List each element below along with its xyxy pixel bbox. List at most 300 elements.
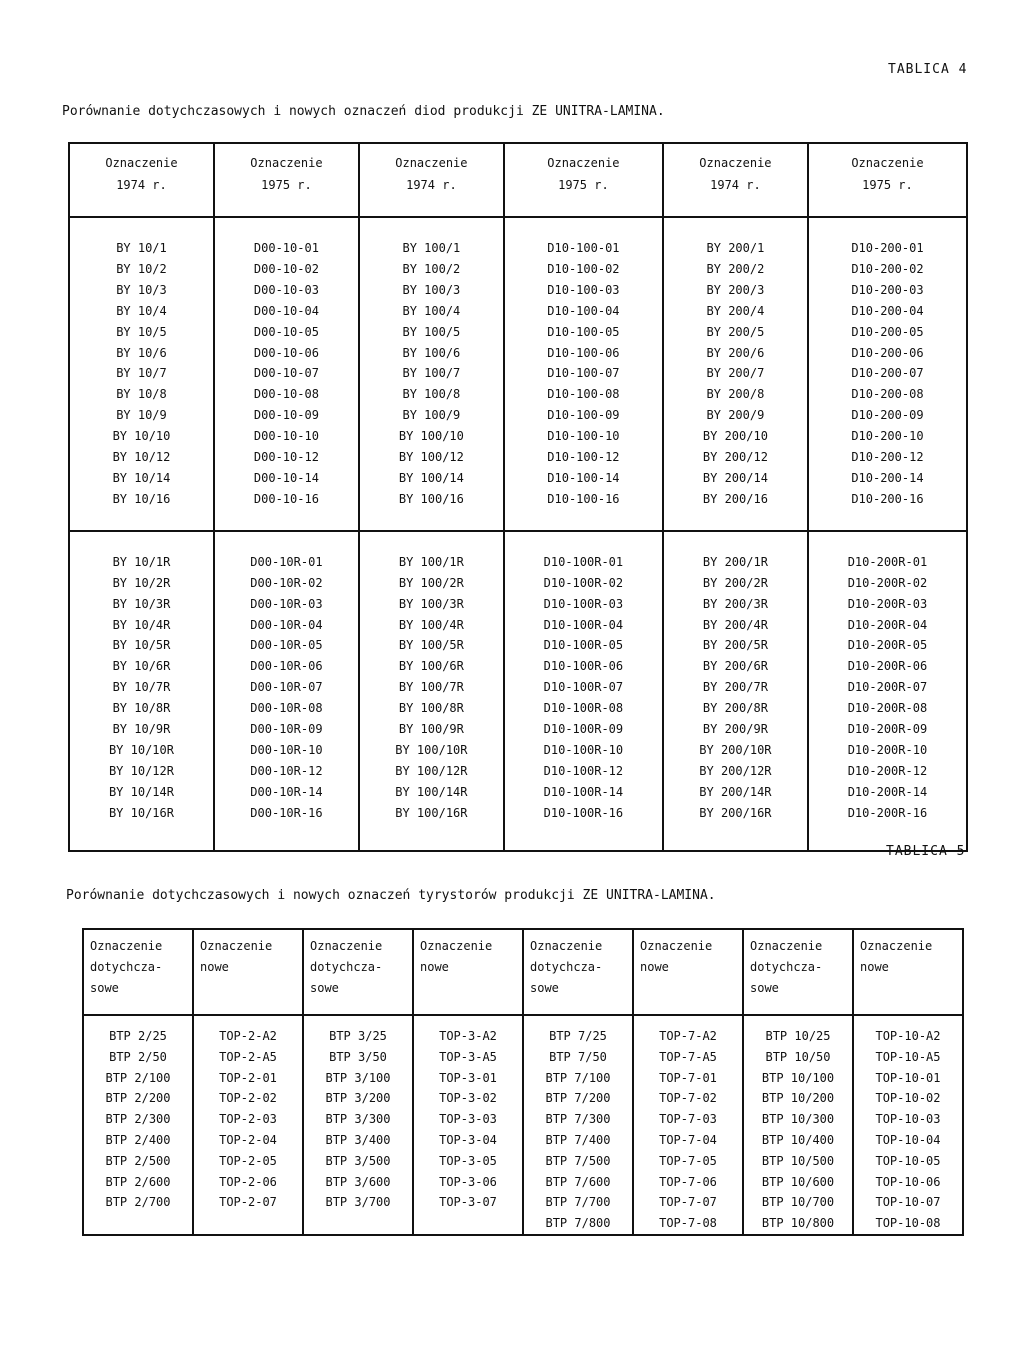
column-header-line: 1974 r. xyxy=(406,178,457,192)
table-cell: BTP 3/300 xyxy=(303,1109,413,1130)
table-cell: BTP 2/500 xyxy=(83,1151,193,1172)
table-cell: BY 10/2 xyxy=(69,259,214,280)
spacer-cell xyxy=(504,510,663,531)
table-cell: BY 10/6R xyxy=(69,656,214,677)
column-header xyxy=(83,929,193,1015)
table-row xyxy=(69,677,967,698)
table-cell: BY 10/4R xyxy=(69,615,214,636)
table-row xyxy=(83,1047,963,1068)
table-cell: TOP-10-06 xyxy=(853,1172,963,1193)
table-row xyxy=(83,1068,963,1089)
table-cell: D10-100R-05 xyxy=(504,635,663,656)
table-cell: TOP-10-07 xyxy=(853,1192,963,1213)
table-cell: D00-10R-07 xyxy=(214,677,359,698)
spacer-cell xyxy=(808,531,967,552)
table-cell: D10-100R-12 xyxy=(504,761,663,782)
column-header-line: Oznaczenie xyxy=(547,156,620,170)
table-cell: BTP 2/50 xyxy=(83,1047,193,1068)
table-row xyxy=(69,280,967,301)
table-cell: BTP 10/100 xyxy=(743,1068,853,1089)
table-cell: BY 100/4R xyxy=(359,615,504,636)
table-row xyxy=(69,301,967,322)
table-cell: D10-100R-02 xyxy=(504,573,663,594)
table-row xyxy=(69,238,967,259)
table-cell: BTP 7/500 xyxy=(523,1151,633,1172)
table-cell: BY 100/14 xyxy=(359,468,504,489)
table5-caption: Porównanie dotychczasowych i nowych oznaczeń tyrystorów produkcji ZE UNITRA-LAMINA. xyxy=(66,888,716,903)
table-cell: BY 10/9 xyxy=(69,405,214,426)
table-cell: D10-200-02 xyxy=(808,259,967,280)
table-cell: BY 10/7 xyxy=(69,363,214,384)
table-cell: TOP-2-07 xyxy=(193,1192,303,1213)
spacer-cell xyxy=(504,217,663,238)
table4-tag: TABLICA 4 xyxy=(888,62,968,77)
table-cell: BY 200/5R xyxy=(663,635,808,656)
table5-header-row xyxy=(83,929,963,1015)
table-cell: D00-10R-08 xyxy=(214,698,359,719)
table-cell: TOP-3-04 xyxy=(413,1130,523,1151)
table-cell: D10-100R-10 xyxy=(504,740,663,761)
table-cell: BY 10/6 xyxy=(69,343,214,364)
table-cell: BTP 10/25 xyxy=(743,1026,853,1047)
table-cell: D10-200-01 xyxy=(808,238,967,259)
table-cell: BY 10/16R xyxy=(69,803,214,824)
table-cell: BY 100/1R xyxy=(359,552,504,573)
spacer-cell xyxy=(808,510,967,531)
spacer-cell xyxy=(504,531,663,552)
table-cell: D00-10-12 xyxy=(214,447,359,468)
table-cell: D10-200R-14 xyxy=(808,782,967,803)
table-cell xyxy=(303,1213,413,1235)
table-cell: D10-200-05 xyxy=(808,322,967,343)
table-row xyxy=(69,698,967,719)
table-row xyxy=(69,363,967,384)
spacer-row xyxy=(69,531,967,552)
table-cell: BY 100/12 xyxy=(359,447,504,468)
table-cell: BTP 10/50 xyxy=(743,1047,853,1068)
table-cell: BTP 3/100 xyxy=(303,1068,413,1089)
table-row xyxy=(69,782,967,803)
spacer-cell xyxy=(413,1015,523,1026)
table-cell: BY 100/16 xyxy=(359,489,504,510)
table-cell: TOP-7-A2 xyxy=(633,1026,743,1047)
table-cell: TOP-7-02 xyxy=(633,1088,743,1109)
table-cell: D00-10-07 xyxy=(214,363,359,384)
column-header-line: Oznaczenie xyxy=(750,939,823,953)
table-cell: BY 200/4R xyxy=(663,615,808,636)
table-cell: BY 200/7 xyxy=(663,363,808,384)
table-cell: D00-10R-14 xyxy=(214,782,359,803)
table-row xyxy=(69,761,967,782)
column-header-line: Oznaczenie xyxy=(420,939,493,953)
table-cell: BY 100/5R xyxy=(359,635,504,656)
table-cell: D10-200R-01 xyxy=(808,552,967,573)
table4-caption: Porównanie dotychczasowych i nowych oznaczeń diod produkcji ZE UNITRA-LAMINA. xyxy=(62,104,665,119)
table-cell: TOP-7-06 xyxy=(633,1172,743,1193)
table-cell: BY 100/6 xyxy=(359,343,504,364)
table-cell: D10-200-09 xyxy=(808,405,967,426)
table-row xyxy=(69,447,967,468)
table-cell: D00-10-14 xyxy=(214,468,359,489)
table-cell: D10-100-06 xyxy=(504,343,663,364)
spacer-cell xyxy=(663,510,808,531)
spacer-row xyxy=(69,217,967,238)
column-header-line: nowe xyxy=(420,960,449,974)
table-cell: TOP-10-05 xyxy=(853,1151,963,1172)
table-cell: BY 200/8R xyxy=(663,698,808,719)
table-cell: BTP 10/600 xyxy=(743,1172,853,1193)
table-row xyxy=(69,803,967,824)
table-cell xyxy=(193,1213,303,1235)
spacer-cell xyxy=(663,824,808,851)
table-cell: D10-200R-03 xyxy=(808,594,967,615)
table5-tag: TABLICA 5 xyxy=(886,844,966,859)
table-cell: BTP 7/200 xyxy=(523,1088,633,1109)
table-cell: TOP-7-A5 xyxy=(633,1047,743,1068)
table-cell: BTP 2/200 xyxy=(83,1088,193,1109)
table-cell: D10-200-16 xyxy=(808,489,967,510)
column-header xyxy=(633,929,743,1015)
table-cell: TOP-3-A2 xyxy=(413,1026,523,1047)
table-cell: D10-100R-14 xyxy=(504,782,663,803)
column-header-line: Oznaczenie xyxy=(90,939,163,953)
table-cell: BY 100/8 xyxy=(359,384,504,405)
table-cell: BY 200/1R xyxy=(663,552,808,573)
table-cell: BTP 2/100 xyxy=(83,1068,193,1089)
table-cell: TOP-2-A2 xyxy=(193,1026,303,1047)
table-cell: TOP-7-04 xyxy=(633,1130,743,1151)
table-cell: D10-200-14 xyxy=(808,468,967,489)
table-cell: BTP 3/500 xyxy=(303,1151,413,1172)
table-cell: BY 10/9R xyxy=(69,719,214,740)
table-cell: BY 10/2R xyxy=(69,573,214,594)
table-cell: BY 10/12R xyxy=(69,761,214,782)
table-cell: BTP 3/700 xyxy=(303,1192,413,1213)
table-cell: TOP-2-03 xyxy=(193,1109,303,1130)
table-cell: D10-100R-09 xyxy=(504,719,663,740)
column-header xyxy=(214,143,359,217)
table-row xyxy=(83,1151,963,1172)
table-cell: D00-10R-05 xyxy=(214,635,359,656)
table-cell: BY 200/5 xyxy=(663,322,808,343)
spacer-cell xyxy=(523,1015,633,1026)
table-cell: D10-100-02 xyxy=(504,259,663,280)
spacer-cell xyxy=(504,824,663,851)
table-cell: D00-10R-12 xyxy=(214,761,359,782)
column-header xyxy=(853,929,963,1015)
table-cell: D10-200R-09 xyxy=(808,719,967,740)
table-cell: BY 100/4 xyxy=(359,301,504,322)
table-cell: BY 200/10 xyxy=(663,426,808,447)
column-header-line: Oznaczenie xyxy=(640,939,713,953)
table-cell: D00-10R-01 xyxy=(214,552,359,573)
table-cell: D10-100R-03 xyxy=(504,594,663,615)
table-row xyxy=(69,343,967,364)
spacer-cell xyxy=(359,217,504,238)
column-header-line: nowe xyxy=(860,960,889,974)
table-cell: TOP-3-06 xyxy=(413,1172,523,1193)
table-cell: D10-100R-07 xyxy=(504,677,663,698)
table4-header-row xyxy=(69,143,967,217)
table-cell: D00-10R-06 xyxy=(214,656,359,677)
table-cell: BY 200/3R xyxy=(663,594,808,615)
table-cell: D00-10R-09 xyxy=(214,719,359,740)
table-cell: BY 200/12R xyxy=(663,761,808,782)
spacer-row xyxy=(69,510,967,531)
table-cell: D00-10R-04 xyxy=(214,615,359,636)
table-cell: D10-200-10 xyxy=(808,426,967,447)
column-header-line: Oznaczenie xyxy=(851,156,924,170)
table-cell: BTP 10/300 xyxy=(743,1109,853,1130)
column-header xyxy=(743,929,853,1015)
table-cell: BY 200/8 xyxy=(663,384,808,405)
column-header-line: Oznaczenie xyxy=(200,939,273,953)
table-cell: D00-10-06 xyxy=(214,343,359,364)
table-cell: BY 200/6R xyxy=(663,656,808,677)
table-cell: BY 200/16R xyxy=(663,803,808,824)
table-cell: BTP 3/600 xyxy=(303,1172,413,1193)
column-header xyxy=(69,143,214,217)
table-cell: BY 100/7R xyxy=(359,677,504,698)
spacer-cell xyxy=(853,1015,963,1026)
spacer-row xyxy=(69,824,967,851)
table-cell: D00-10-10 xyxy=(214,426,359,447)
table-cell: TOP-3-05 xyxy=(413,1151,523,1172)
table-cell: D10-100-03 xyxy=(504,280,663,301)
table-cell: D10-200-03 xyxy=(808,280,967,301)
table-cell: BY 200/9R xyxy=(663,719,808,740)
table-cell: D10-200R-04 xyxy=(808,615,967,636)
table-cell: TOP-7-03 xyxy=(633,1109,743,1130)
table-row xyxy=(83,1192,963,1213)
thyristor-comparison-table xyxy=(82,928,964,1236)
table-cell: TOP-10-04 xyxy=(853,1130,963,1151)
table-cell: D00-10-02 xyxy=(214,259,359,280)
table-row xyxy=(69,468,967,489)
spacer-cell xyxy=(303,1015,413,1026)
table-row xyxy=(69,719,967,740)
spacer-cell xyxy=(193,1015,303,1026)
column-header-line: sowe xyxy=(530,981,559,995)
column-header-line: nowe xyxy=(640,960,669,974)
spacer-cell xyxy=(214,531,359,552)
table-cell: D10-200R-07 xyxy=(808,677,967,698)
table-cell: D00-10R-16 xyxy=(214,803,359,824)
table-cell: BY 100/10 xyxy=(359,426,504,447)
table-cell: BTP 10/800 xyxy=(743,1213,853,1235)
table-cell: TOP-2-A5 xyxy=(193,1047,303,1068)
table-cell: BY 10/10 xyxy=(69,426,214,447)
table-cell: D10-200R-08 xyxy=(808,698,967,719)
spacer-cell xyxy=(214,217,359,238)
column-header xyxy=(663,143,808,217)
spacer-cell xyxy=(808,217,967,238)
table-cell: BY 100/8R xyxy=(359,698,504,719)
table-cell: D10-200-12 xyxy=(808,447,967,468)
table-cell: D10-100-04 xyxy=(504,301,663,322)
table-row xyxy=(69,426,967,447)
table-cell: D10-100R-04 xyxy=(504,615,663,636)
table-cell: D10-100-08 xyxy=(504,384,663,405)
spacer-cell xyxy=(69,510,214,531)
table-cell: BTP 10/200 xyxy=(743,1088,853,1109)
table-cell: BY 10/3 xyxy=(69,280,214,301)
table-cell: BY 200/6 xyxy=(663,343,808,364)
column-header-line: dotychcza- xyxy=(750,960,823,974)
table-cell: D00-10R-10 xyxy=(214,740,359,761)
table-cell: BTP 7/700 xyxy=(523,1192,633,1213)
table-cell: BY 100/2 xyxy=(359,259,504,280)
column-header xyxy=(504,143,663,217)
table-cell: BY 200/3 xyxy=(663,280,808,301)
table-cell: TOP-10-A5 xyxy=(853,1047,963,1068)
table-cell: TOP-2-02 xyxy=(193,1088,303,1109)
table-cell: BY 10/12 xyxy=(69,447,214,468)
table-cell: D10-200R-16 xyxy=(808,803,967,824)
column-header-line: 1975 r. xyxy=(558,178,609,192)
table-cell: BTP 7/400 xyxy=(523,1130,633,1151)
spacer-cell xyxy=(214,510,359,531)
table-cell: D00-10R-03 xyxy=(214,594,359,615)
table-cell: D10-100R-08 xyxy=(504,698,663,719)
table-row xyxy=(83,1109,963,1130)
spacer-cell xyxy=(83,1015,193,1026)
column-header xyxy=(808,143,967,217)
table-cell: D10-100-14 xyxy=(504,468,663,489)
table-row xyxy=(69,259,967,280)
table-cell: BY 10/5R xyxy=(69,635,214,656)
table-cell: TOP-10-A2 xyxy=(853,1026,963,1047)
column-header-line: Oznaczenie xyxy=(250,156,323,170)
table-cell: D10-100-16 xyxy=(504,489,663,510)
table-cell: BY 200/2R xyxy=(663,573,808,594)
table-cell: BY 10/14 xyxy=(69,468,214,489)
column-header-line: nowe xyxy=(200,960,229,974)
table-cell: BTP 7/50 xyxy=(523,1047,633,1068)
table-cell: D00-10-04 xyxy=(214,301,359,322)
table-cell: BTP 7/800 xyxy=(523,1213,633,1235)
column-header-line: Oznaczenie xyxy=(395,156,468,170)
table-cell xyxy=(83,1213,193,1235)
spacer-cell xyxy=(69,824,214,851)
table-cell: D00-10R-02 xyxy=(214,573,359,594)
table-cell: D00-10-01 xyxy=(214,238,359,259)
table-cell: D10-200-04 xyxy=(808,301,967,322)
column-header-line: Oznaczenie xyxy=(530,939,603,953)
table-row xyxy=(69,322,967,343)
table-cell: D10-100-12 xyxy=(504,447,663,468)
table-cell: BTP 3/200 xyxy=(303,1088,413,1109)
column-header-line: 1975 r. xyxy=(261,178,312,192)
table-row xyxy=(69,573,967,594)
table-cell: BY 10/16 xyxy=(69,489,214,510)
table-cell: BY 200/16 xyxy=(663,489,808,510)
table-cell: BY 100/5 xyxy=(359,322,504,343)
column-header-line: Oznaczenie xyxy=(860,939,933,953)
spacer-cell xyxy=(633,1015,743,1026)
table-cell: TOP-7-07 xyxy=(633,1192,743,1213)
table-cell: D10-200-07 xyxy=(808,363,967,384)
column-header xyxy=(359,143,504,217)
table-cell: TOP-2-05 xyxy=(193,1151,303,1172)
table-cell: TOP-3-01 xyxy=(413,1068,523,1089)
table-cell: TOP-2-06 xyxy=(193,1172,303,1193)
table-cell: BY 10/8R xyxy=(69,698,214,719)
table-cell: D10-200R-02 xyxy=(808,573,967,594)
spacer-row xyxy=(83,1015,963,1026)
table-cell: TOP-7-05 xyxy=(633,1151,743,1172)
table-cell: BTP 3/400 xyxy=(303,1130,413,1151)
table-cell: BY 200/10R xyxy=(663,740,808,761)
table-row xyxy=(83,1172,963,1193)
column-header-line: 1975 r. xyxy=(862,178,913,192)
table-cell: TOP-10-01 xyxy=(853,1068,963,1089)
table-cell: D10-100R-16 xyxy=(504,803,663,824)
table-cell: BY 10/10R xyxy=(69,740,214,761)
table-cell: BY 200/2 xyxy=(663,259,808,280)
table-row xyxy=(83,1088,963,1109)
column-header-line: 1974 r. xyxy=(710,178,761,192)
table-cell: BTP 2/600 xyxy=(83,1172,193,1193)
column-header-line: Oznaczenie xyxy=(699,156,772,170)
column-header-line: sowe xyxy=(90,981,119,995)
table-cell: BY 100/2R xyxy=(359,573,504,594)
column-header-line: dotychcza- xyxy=(530,960,603,974)
table-cell: TOP-10-08 xyxy=(853,1213,963,1235)
table-cell: BY 100/10R xyxy=(359,740,504,761)
table-cell: BTP 2/25 xyxy=(83,1026,193,1047)
table-cell: BY 200/14R xyxy=(663,782,808,803)
table-row xyxy=(69,615,967,636)
table-cell: BY 100/9 xyxy=(359,405,504,426)
table-cell: D00-10-03 xyxy=(214,280,359,301)
table-cell: TOP-2-01 xyxy=(193,1068,303,1089)
table-cell: BY 200/14 xyxy=(663,468,808,489)
table-cell xyxy=(413,1213,523,1235)
table-cell: BY 100/3R xyxy=(359,594,504,615)
table-cell: BY 100/12R xyxy=(359,761,504,782)
table-cell: D10-100-10 xyxy=(504,426,663,447)
table-cell: D10-200R-05 xyxy=(808,635,967,656)
table-cell: TOP-3-A5 xyxy=(413,1047,523,1068)
table-cell: BTP 3/25 xyxy=(303,1026,413,1047)
table-cell: D00-10-09 xyxy=(214,405,359,426)
table-cell: D10-100R-01 xyxy=(504,552,663,573)
table-cell: D10-200-08 xyxy=(808,384,967,405)
table-cell: BTP 7/100 xyxy=(523,1068,633,1089)
table-cell: D10-100-05 xyxy=(504,322,663,343)
column-header xyxy=(193,929,303,1015)
spacer-cell xyxy=(359,824,504,851)
table-cell: BTP 2/400 xyxy=(83,1130,193,1151)
table-cell: TOP-3-02 xyxy=(413,1088,523,1109)
column-header-line: dotychcza- xyxy=(310,960,383,974)
column-header-line: dotychcza- xyxy=(90,960,163,974)
table-cell: BY 10/1 xyxy=(69,238,214,259)
table-row xyxy=(69,552,967,573)
table-cell: TOP-10-02 xyxy=(853,1088,963,1109)
table-cell: D10-100-09 xyxy=(504,405,663,426)
table-row xyxy=(83,1026,963,1047)
table-cell: D00-10-08 xyxy=(214,384,359,405)
table-cell: BY 10/7R xyxy=(69,677,214,698)
spacer-cell xyxy=(663,531,808,552)
table-cell: BY 10/4 xyxy=(69,301,214,322)
table-cell: BTP 10/400 xyxy=(743,1130,853,1151)
diode-comparison-table xyxy=(68,142,968,852)
spacer-cell xyxy=(359,510,504,531)
table-cell: BTP 10/500 xyxy=(743,1151,853,1172)
